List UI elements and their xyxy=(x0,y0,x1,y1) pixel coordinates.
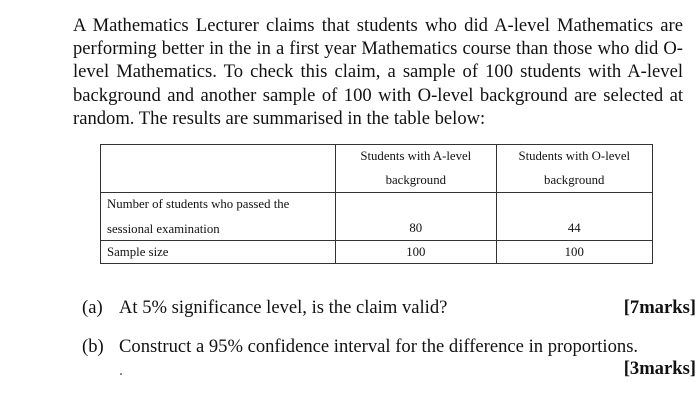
question-a-marks: [7marks] xyxy=(623,297,696,318)
cell-a-level-passed: 80 xyxy=(336,193,496,241)
table-header-row xyxy=(101,145,653,193)
header-a-level xyxy=(336,145,496,193)
question-a-number: (a) xyxy=(82,297,103,318)
header-a-level-line2: background xyxy=(385,173,446,187)
question-a xyxy=(82,296,447,319)
row-label-sample-size: Sample size xyxy=(101,241,336,264)
header-o-level xyxy=(496,145,652,193)
header-empty-cell xyxy=(101,145,336,193)
cell-a-level-sample-size: 100 xyxy=(336,241,496,264)
cell-o-level-passed: 44 xyxy=(496,193,652,241)
table-row xyxy=(101,193,653,241)
header-a-level-line1: Students with A-level xyxy=(360,149,472,163)
question-b-marks: [3marks] xyxy=(623,358,696,379)
header-o-level-line2: background xyxy=(544,173,605,187)
row-label-passed xyxy=(101,193,336,241)
row-label-line2: sessional examination xyxy=(107,221,220,236)
cell-o-level-sample-size: 100 xyxy=(496,241,652,264)
header-o-level-line1: Students with O-level xyxy=(518,149,631,163)
stray-dot: . xyxy=(119,362,123,379)
table-row xyxy=(101,241,653,264)
problem-statement: A Mathematics Lecturer claims that students who did A-level Mathematics are performing better in the in a first year Mathematics course than those who did O-level Mathematics. To check this claim, a sample of 100 students with A-level background and another sample of 100 with O-level background are selected at random. The results are summarised in the table below: xyxy=(73,15,683,129)
row-label-line1: Number of students who passed the xyxy=(107,196,290,211)
question-a-text: At 5% significance level, is the claim valid? xyxy=(119,297,448,318)
question-b xyxy=(82,335,638,358)
question-b-number: (b) xyxy=(82,336,104,357)
question-b-text: Construct a 95% confidence interval for the difference in proportions. xyxy=(119,336,639,357)
results-table xyxy=(100,144,653,264)
